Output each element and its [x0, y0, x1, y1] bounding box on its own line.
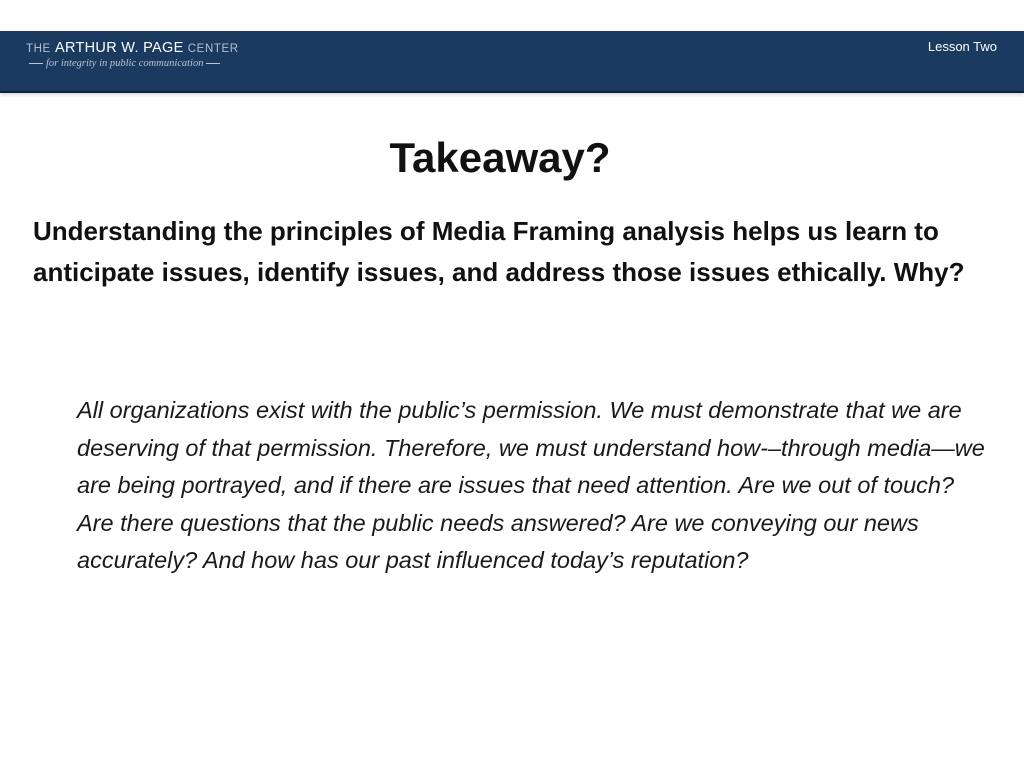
tagline-rule-left: [29, 63, 43, 64]
body-paragraph: All organizations exist with the public’s permission. We must demonstrate that we are deserving of that permission. Therefore, we must understand how-–through media—we are being portrayed, and if there are issues that need attention. Are we out of touch? Are there questions that the public needs answered? Are we conveying our news accurately? And how has our past influenced today’s reputation?: [77, 397, 985, 573]
tagline-rule-right: [206, 63, 220, 64]
logo-tagline: for integrity in public communication: [46, 58, 204, 69]
logo-name: ARTHUR W. PAGE: [55, 40, 184, 56]
slide-title: [0, 134, 1024, 182]
header-banner: [0, 31, 1024, 93]
arthur-page-center-logo: [26, 39, 239, 69]
logo-wordmark: [26, 39, 239, 56]
lesson-label: Lesson Two: [927, 39, 997, 54]
slide-title-text: Takeaway?: [389, 134, 611, 181]
logo-tagline-row: [26, 58, 239, 69]
logo-the: THE: [26, 43, 51, 55]
logo-center: CENTER: [187, 43, 239, 55]
lead-paragraph: Understanding the principles of Media Framing analysis helps us learn to anticipate issues, identify issues, and address those issues ethically. Why?: [33, 216, 965, 287]
